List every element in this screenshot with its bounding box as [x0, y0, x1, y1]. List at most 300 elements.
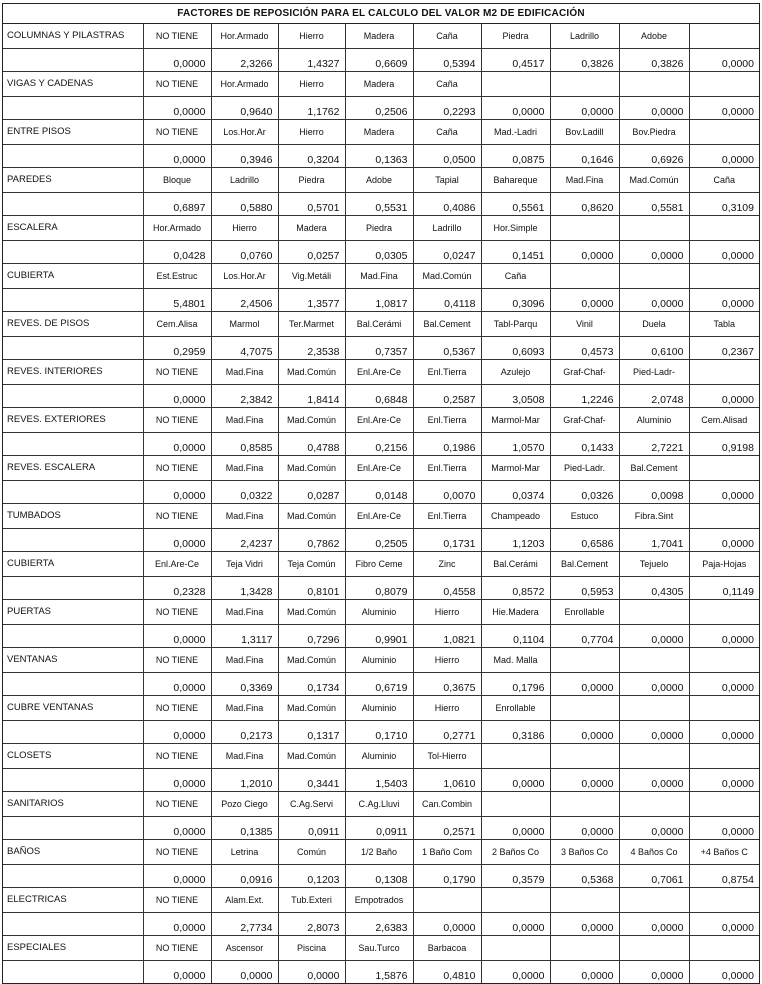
factor-value: 0,6719 — [345, 673, 413, 696]
factor-value: 0,0287 — [278, 481, 345, 504]
blank-cell — [3, 433, 143, 456]
option-label — [413, 888, 481, 913]
option-label: 3 Baños Co — [550, 840, 619, 865]
factor-value: 0,5880 — [211, 193, 278, 216]
option-label: C.Ag.Servi — [278, 792, 345, 817]
option-label: NO TIENE — [143, 456, 211, 481]
option-label — [550, 792, 619, 817]
option-label: Mad.Fina — [211, 648, 278, 673]
option-label: Enl.Tierra — [413, 456, 481, 481]
option-label: 4 Baños Co — [619, 840, 689, 865]
section-header-row — [3, 408, 759, 433]
option-label — [481, 792, 550, 817]
factor-value: 0,0000 — [689, 241, 759, 264]
factor-value: 0,4305 — [619, 577, 689, 600]
blank-cell — [3, 385, 143, 408]
option-label: NO TIENE — [143, 648, 211, 673]
section-header-row — [3, 216, 759, 241]
section-label: BAÑOS — [3, 840, 143, 865]
factor-value: 0,0000 — [619, 961, 689, 984]
section-label: CUBIERTA — [3, 552, 143, 577]
factor-value: 1,2246 — [550, 385, 619, 408]
factor-value: 0,0148 — [345, 481, 413, 504]
option-label: Teja Vidri — [211, 552, 278, 577]
factor-value: 0,1796 — [481, 673, 550, 696]
option-label: Hierro — [278, 72, 345, 97]
factor-value: 0,7357 — [345, 337, 413, 360]
section-values-row — [3, 481, 759, 504]
factor-value: 0,2173 — [211, 721, 278, 744]
option-label: Caña — [413, 120, 481, 145]
option-label: 2 Baños Co — [481, 840, 550, 865]
option-label — [689, 696, 759, 721]
factor-value: 0,0000 — [689, 721, 759, 744]
factor-value: 0,4086 — [413, 193, 481, 216]
option-label: Marmol-Mar — [481, 408, 550, 433]
section-values-row — [3, 865, 759, 888]
option-label — [619, 600, 689, 625]
option-label: Graf-Chaf- — [550, 408, 619, 433]
option-label: NO TIENE — [143, 72, 211, 97]
factor-value: 0,1104 — [481, 625, 550, 648]
factor-value: 1,3428 — [211, 577, 278, 600]
option-label: Mad.Fina — [211, 744, 278, 769]
factor-value: 0,0428 — [143, 241, 211, 264]
factor-value: 0,0000 — [689, 673, 759, 696]
option-label: Enl.Are-Ce — [345, 456, 413, 481]
factor-value: 0,1203 — [278, 865, 345, 888]
factor-value: 0,0000 — [481, 913, 550, 936]
option-label — [619, 744, 689, 769]
section-header-row — [3, 504, 759, 529]
factor-value: 1,0610 — [413, 769, 481, 792]
option-label — [481, 888, 550, 913]
factor-value: 0,1731 — [413, 529, 481, 552]
section-header-row — [3, 648, 759, 673]
blank-cell — [3, 481, 143, 504]
option-label: Bal.Cement — [550, 552, 619, 577]
factor-value: 0,9198 — [689, 433, 759, 456]
option-label: NO TIENE — [143, 936, 211, 961]
factor-value: 0,0000 — [413, 913, 481, 936]
option-label: Paja-Hojas — [689, 552, 759, 577]
factor-value: 0,3369 — [211, 673, 278, 696]
option-label: Mad.Común — [278, 696, 345, 721]
factor-value: 0,4573 — [550, 337, 619, 360]
section-label: REVES. ESCALERA — [3, 456, 143, 481]
factor-value: 0,8620 — [550, 193, 619, 216]
option-label: Mad.Común — [278, 600, 345, 625]
option-label: Ladrillo — [413, 216, 481, 241]
option-label — [619, 72, 689, 97]
option-label: Piscina — [278, 936, 345, 961]
option-label: Hor.Armado — [211, 72, 278, 97]
section-label: REVES. EXTERIORES — [3, 408, 143, 433]
section-label: TUMBADOS — [3, 504, 143, 529]
option-label: Zinc — [413, 552, 481, 577]
factor-value: 0,0000 — [689, 817, 759, 840]
factor-value: 0,5394 — [413, 49, 481, 72]
option-label: Bal.Cement — [619, 456, 689, 481]
option-label: Ladrillo — [550, 24, 619, 49]
option-label: NO TIENE — [143, 504, 211, 529]
factor-value: 0,0098 — [619, 481, 689, 504]
option-label: Barbacoa — [413, 936, 481, 961]
option-label: Hierro — [211, 216, 278, 241]
section-values-row — [3, 289, 759, 312]
section-values-row — [3, 145, 759, 168]
section-values-row — [3, 385, 759, 408]
factor-value: 0,2293 — [413, 97, 481, 120]
option-label: Hierro — [278, 24, 345, 49]
section-label: REVES. INTERIORES — [3, 360, 143, 385]
factor-value: 0,4788 — [278, 433, 345, 456]
option-label: Hierro — [278, 120, 345, 145]
factor-value: 0,0000 — [143, 961, 211, 984]
factors-sheet — [2, 3, 760, 984]
factor-value: 0,6100 — [619, 337, 689, 360]
option-label: Caña — [481, 264, 550, 289]
blank-cell — [3, 337, 143, 360]
option-label — [689, 936, 759, 961]
section-label: CLOSETS — [3, 744, 143, 769]
factor-value: 0,3441 — [278, 769, 345, 792]
factor-value: 0,1451 — [481, 241, 550, 264]
option-label: Tejuelo — [619, 552, 689, 577]
option-label: Mad.Común — [278, 408, 345, 433]
option-label — [689, 648, 759, 673]
option-label: Champeado — [481, 504, 550, 529]
option-label: Hor.Armado — [143, 216, 211, 241]
blank-cell — [3, 865, 143, 888]
factor-value: 0,2506 — [345, 97, 413, 120]
factor-value: 0,5367 — [413, 337, 481, 360]
blank-cell — [3, 529, 143, 552]
section-header-row — [3, 168, 759, 193]
factor-value: 0,0000 — [619, 769, 689, 792]
factor-value: 0,0500 — [413, 145, 481, 168]
factor-value: 0,6897 — [143, 193, 211, 216]
option-label — [689, 72, 759, 97]
factor-value: 0,0000 — [143, 385, 211, 408]
factor-value: 0,0000 — [143, 625, 211, 648]
option-label: Alam.Ext. — [211, 888, 278, 913]
factor-value: 0,0247 — [413, 241, 481, 264]
factor-value: 0,0000 — [689, 961, 759, 984]
factor-value: 0,5953 — [550, 577, 619, 600]
option-label — [550, 264, 619, 289]
option-label: Sau.Turco — [345, 936, 413, 961]
option-label: Caña — [689, 168, 759, 193]
section-header-row — [3, 744, 759, 769]
factor-value: 0,6926 — [619, 145, 689, 168]
factor-value: 0,7862 — [278, 529, 345, 552]
option-label — [619, 648, 689, 673]
factor-value: 1,1203 — [481, 529, 550, 552]
factor-value: 0,0911 — [278, 817, 345, 840]
option-label: Bal.Cement — [413, 312, 481, 337]
factor-value: 0,4558 — [413, 577, 481, 600]
section-values-row — [3, 433, 759, 456]
factor-value: 2,3538 — [278, 337, 345, 360]
factor-value: 0,0000 — [619, 673, 689, 696]
factor-value: 0,0916 — [211, 865, 278, 888]
factor-value: 2,7221 — [619, 433, 689, 456]
option-label — [689, 744, 759, 769]
section-label: ENTRE PISOS — [3, 120, 143, 145]
factor-value: 0,0000 — [550, 817, 619, 840]
factor-value: 0,2587 — [413, 385, 481, 408]
section-values-row — [3, 961, 759, 984]
section-values-row — [3, 241, 759, 264]
option-label: Letrina — [211, 840, 278, 865]
option-label: Vinil — [550, 312, 619, 337]
option-label: Tub.Exteri — [278, 888, 345, 913]
option-label — [619, 936, 689, 961]
option-label: Marmol-Mar — [481, 456, 550, 481]
option-label: Aluminio — [345, 696, 413, 721]
factor-value: 0,0000 — [619, 913, 689, 936]
factor-value: 1,3577 — [278, 289, 345, 312]
option-label: Adobe — [619, 24, 689, 49]
section-label: ELECTRICAS — [3, 888, 143, 913]
factor-value: 1,5403 — [345, 769, 413, 792]
factor-value: 0,0000 — [689, 529, 759, 552]
section-header-row — [3, 696, 759, 721]
blank-cell — [3, 769, 143, 792]
section-label: VENTANAS — [3, 648, 143, 673]
section-header-row — [3, 264, 759, 289]
section-values-row — [3, 577, 759, 600]
factor-value: 2,0748 — [619, 385, 689, 408]
factor-value: 0,1734 — [278, 673, 345, 696]
factor-value: 0,1308 — [345, 865, 413, 888]
option-label: Mad.-Ladri — [481, 120, 550, 145]
factor-value: 0,7061 — [619, 865, 689, 888]
factor-value: 1,4327 — [278, 49, 345, 72]
option-label: Aluminio — [345, 600, 413, 625]
option-label: Fibro Ceme — [345, 552, 413, 577]
factor-value: 0,0000 — [619, 241, 689, 264]
option-label: Bal.Cerámi — [481, 552, 550, 577]
option-label: NO TIENE — [143, 792, 211, 817]
factor-value: 0,0000 — [550, 241, 619, 264]
option-label: Ascensor — [211, 936, 278, 961]
factor-value: 0,2771 — [413, 721, 481, 744]
option-label: Hierro — [413, 648, 481, 673]
blank-cell — [3, 817, 143, 840]
factor-value: 0,0000 — [278, 961, 345, 984]
option-label: Mad.Fina — [345, 264, 413, 289]
factor-value: 0,0000 — [550, 97, 619, 120]
factor-value: 0,0000 — [550, 913, 619, 936]
option-label — [550, 696, 619, 721]
section-header-row — [3, 792, 759, 817]
option-label: NO TIENE — [143, 120, 211, 145]
factor-value: 2,3842 — [211, 385, 278, 408]
factor-value: 0,8754 — [689, 865, 759, 888]
section-header-row — [3, 888, 759, 913]
option-label: NO TIENE — [143, 360, 211, 385]
factor-value: 0,0000 — [689, 913, 759, 936]
option-label: Hie.Madera — [481, 600, 550, 625]
factor-value: 0,0000 — [143, 769, 211, 792]
factor-value: 0,5531 — [345, 193, 413, 216]
factor-value: 0,0000 — [550, 721, 619, 744]
option-label: Hierro — [413, 696, 481, 721]
option-label — [550, 72, 619, 97]
option-label: Aluminio — [619, 408, 689, 433]
factor-value: 0,0000 — [143, 913, 211, 936]
option-label — [689, 216, 759, 241]
option-label: Cem.Alisa — [143, 312, 211, 337]
factor-value: 1,1762 — [278, 97, 345, 120]
factor-value: 0,5561 — [481, 193, 550, 216]
factor-value: 0,2367 — [689, 337, 759, 360]
factor-value: 0,0000 — [619, 817, 689, 840]
option-label: NO TIENE — [143, 840, 211, 865]
option-label — [689, 600, 759, 625]
option-label: NO TIENE — [143, 696, 211, 721]
factor-value: 0,0000 — [689, 97, 759, 120]
factor-value: 0,0875 — [481, 145, 550, 168]
option-label: Piedra — [278, 168, 345, 193]
factor-value: 5,4801 — [143, 289, 211, 312]
factor-value: 0,0000 — [550, 673, 619, 696]
factor-value: 0,6586 — [550, 529, 619, 552]
option-label: Enl.Tierra — [413, 408, 481, 433]
factor-value: 0,3826 — [550, 49, 619, 72]
factor-value: 0,3204 — [278, 145, 345, 168]
factor-value: 0,0000 — [619, 97, 689, 120]
section-header-row — [3, 120, 759, 145]
section-header-row — [3, 72, 759, 97]
factor-value: 1,0570 — [481, 433, 550, 456]
factor-value: 0,0000 — [619, 289, 689, 312]
factor-value: 0,0000 — [550, 289, 619, 312]
option-label: Tapial — [413, 168, 481, 193]
option-label: Madera — [278, 216, 345, 241]
factor-value: 0,0000 — [143, 97, 211, 120]
section-values-row — [3, 625, 759, 648]
option-label: Graf-Chaf- — [550, 360, 619, 385]
option-label: Hierro — [413, 600, 481, 625]
factor-value: 0,6093 — [481, 337, 550, 360]
option-label: Mad.Común — [278, 744, 345, 769]
factor-value: 0,2328 — [143, 577, 211, 600]
factor-value: 0,6609 — [345, 49, 413, 72]
option-label — [481, 72, 550, 97]
option-label — [481, 936, 550, 961]
factor-value: 0,0000 — [689, 385, 759, 408]
factor-value: 0,6848 — [345, 385, 413, 408]
section-values-row — [3, 673, 759, 696]
option-label: Adobe — [345, 168, 413, 193]
option-label — [619, 216, 689, 241]
option-label: Est.Estruc — [143, 264, 211, 289]
option-label — [689, 792, 759, 817]
section-values-row — [3, 49, 759, 72]
factor-value: 3,0508 — [481, 385, 550, 408]
factor-value: 0,3675 — [413, 673, 481, 696]
factor-value: 0,0070 — [413, 481, 481, 504]
blank-cell — [3, 241, 143, 264]
option-label: Caña — [413, 24, 481, 49]
factor-value: 0,0000 — [689, 145, 759, 168]
factor-value: 2,8073 — [278, 913, 345, 936]
option-label — [689, 456, 759, 481]
option-label — [550, 648, 619, 673]
option-label — [481, 744, 550, 769]
factor-value: 0,0000 — [689, 49, 759, 72]
blank-cell — [3, 145, 143, 168]
option-label — [689, 120, 759, 145]
factor-value: 0,0000 — [143, 721, 211, 744]
option-label: Enl.Tierra — [413, 504, 481, 529]
factor-value: 0,9640 — [211, 97, 278, 120]
factor-value: 0,2156 — [345, 433, 413, 456]
factor-value: 0,2505 — [345, 529, 413, 552]
blank-cell — [3, 49, 143, 72]
factor-value: 0,8079 — [345, 577, 413, 600]
option-label: Mad.Común — [278, 360, 345, 385]
factor-value: 0,0257 — [278, 241, 345, 264]
blank-cell — [3, 913, 143, 936]
blank-cell — [3, 193, 143, 216]
option-label: Mad.Fina — [211, 600, 278, 625]
factor-value: 0,9901 — [345, 625, 413, 648]
factor-value: 0,1149 — [689, 577, 759, 600]
option-label: Pied-Ladr- — [619, 360, 689, 385]
sheet-title: FACTORES DE REPOSICIÓN PARA EL CALCULO DEL VALOR M2 DE EDIFICACIÓN — [3, 4, 759, 24]
blank-cell — [3, 625, 143, 648]
option-label: +4 Baños C — [689, 840, 759, 865]
option-label: Empotrados — [345, 888, 413, 913]
section-values-row — [3, 769, 759, 792]
option-label: Los.Hor.Ar — [211, 120, 278, 145]
option-label — [550, 216, 619, 241]
factor-value: 0,0000 — [211, 961, 278, 984]
factor-value: 0,0000 — [143, 49, 211, 72]
option-label: Piedra — [345, 216, 413, 241]
factor-value: 0,4810 — [413, 961, 481, 984]
option-label: Enl.Are-Ce — [345, 408, 413, 433]
factor-value: 0,3946 — [211, 145, 278, 168]
factor-value: 0,3186 — [481, 721, 550, 744]
section-header-row — [3, 936, 759, 961]
option-label: Mad.Fina — [211, 360, 278, 385]
option-label: Tabla — [689, 312, 759, 337]
section-label: COLUMNAS Y PILASTRAS — [3, 24, 143, 49]
option-label — [689, 888, 759, 913]
factor-value: 0,1986 — [413, 433, 481, 456]
option-label: Enrollable — [550, 600, 619, 625]
section-label: CUBIERTA — [3, 264, 143, 289]
factor-value: 0,0000 — [143, 145, 211, 168]
option-label: Mad.Fina — [211, 408, 278, 433]
section-values-row — [3, 913, 759, 936]
option-label: 1/2 Baño — [345, 840, 413, 865]
option-label: Caña — [413, 72, 481, 97]
option-label: Azulejo — [481, 360, 550, 385]
factor-value: 0,5368 — [550, 865, 619, 888]
factor-value: 0,0000 — [550, 961, 619, 984]
factor-value: 0,0000 — [481, 97, 550, 120]
section-values-row — [3, 193, 759, 216]
option-label: Los.Hor.Ar — [211, 264, 278, 289]
section-header-row — [3, 456, 759, 481]
option-label: Fibra.Sint — [619, 504, 689, 529]
